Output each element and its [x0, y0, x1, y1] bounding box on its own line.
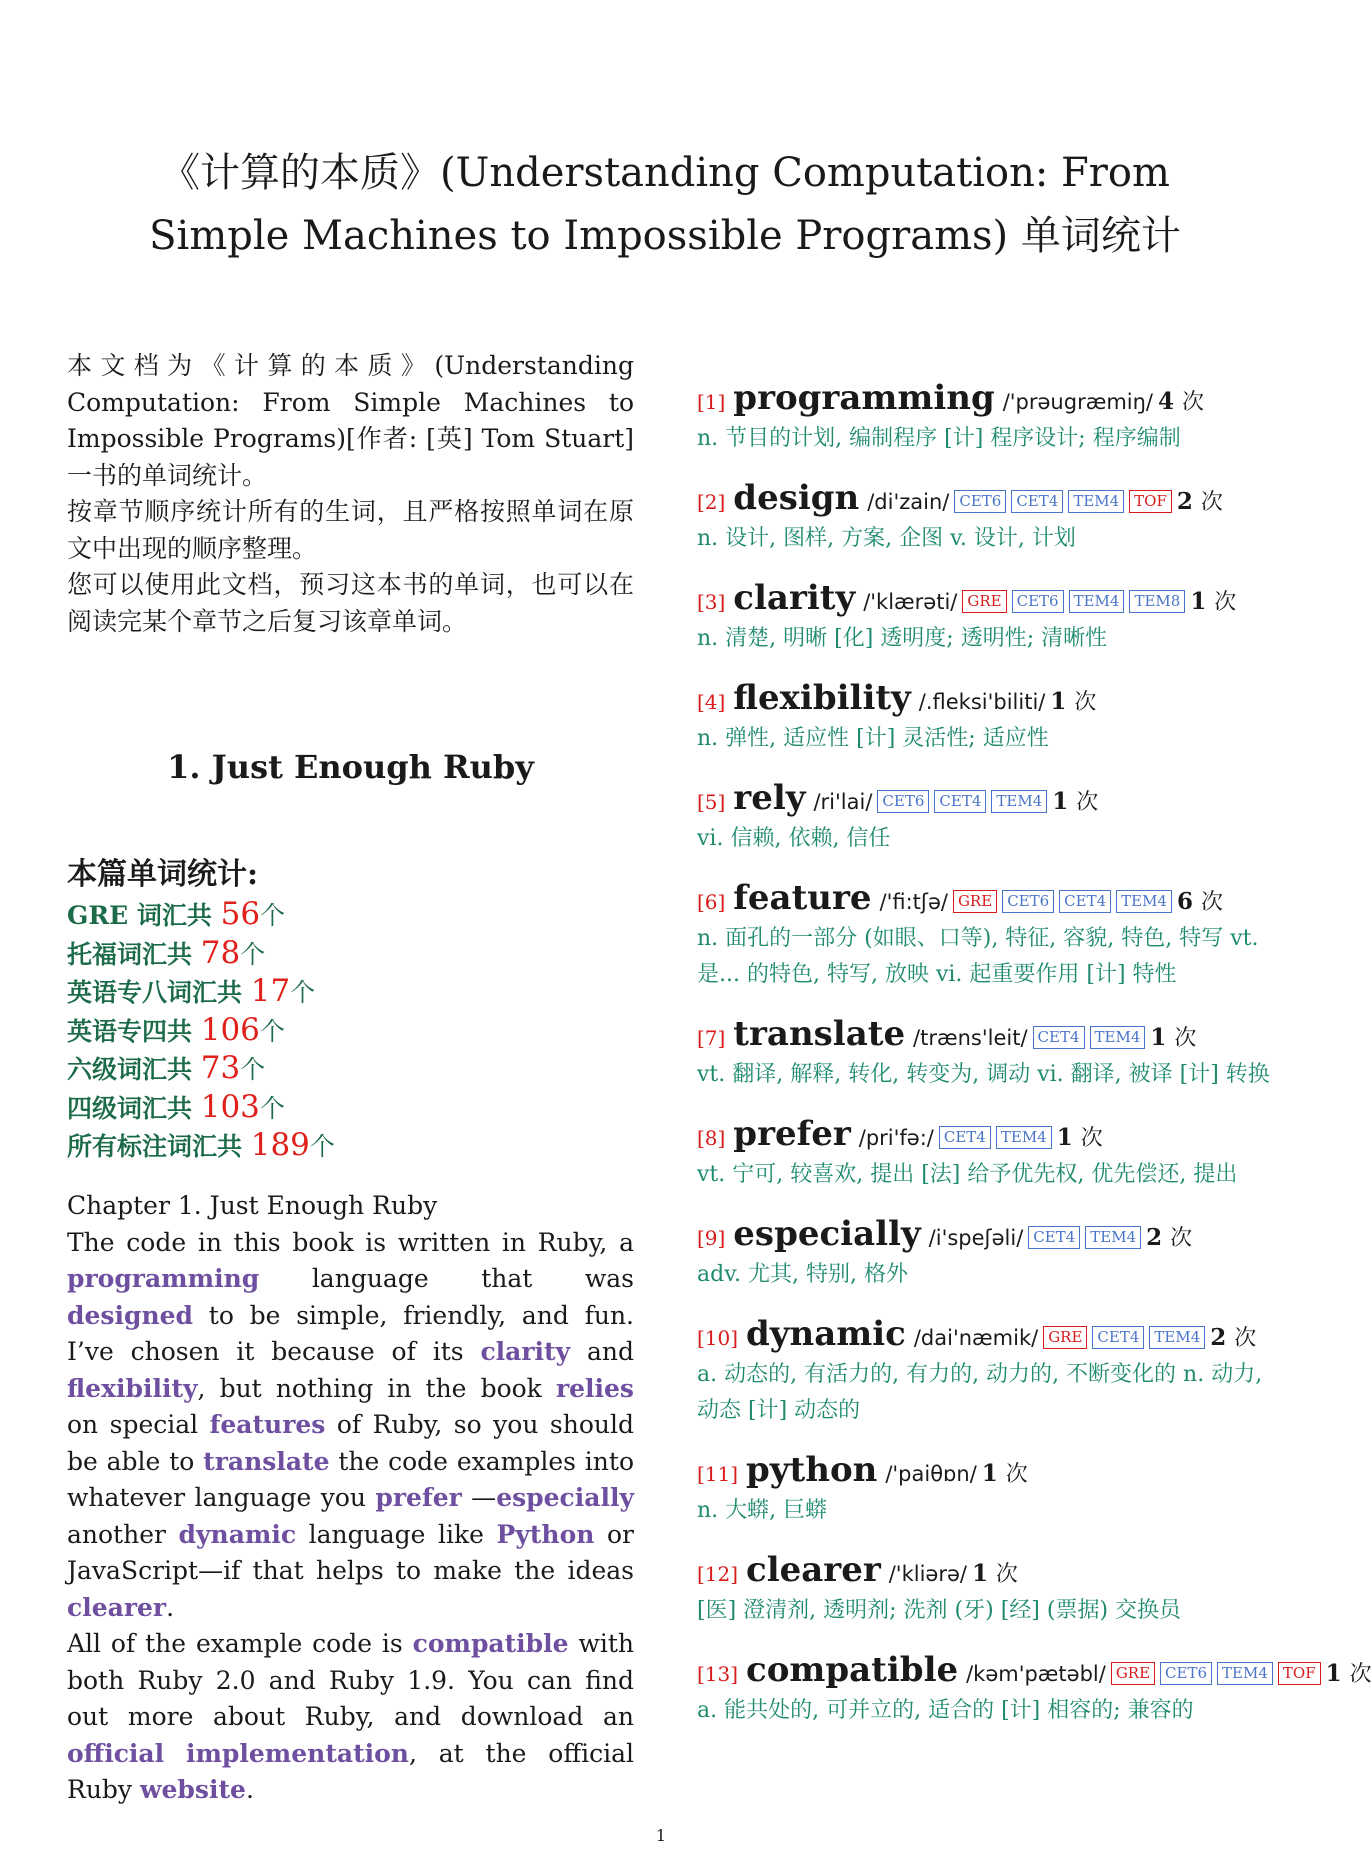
entry-times: 次 [995, 1562, 1018, 1587]
stat-label: 四级词汇共 [67, 1093, 201, 1123]
vocab-entry [697, 1650, 1372, 1729]
stats-heading: 本篇单词统计: [67, 857, 259, 892]
stat-label: 六级词汇共 [67, 1055, 201, 1084]
exam-tag: TEM4 [1116, 890, 1172, 913]
chapter-paragraph: All of the example code is compatible with both Ruby 2.0 and Ruby 1.9. You can find out more about Ruby, and download an official implementation, at the official Ruby website. [67, 1629, 635, 1804]
intro-paragraph: 按章节顺序统计所有的生词，且严格按照单词在原文中出现的顺序整理。 [67, 497, 634, 563]
entry-head [697, 1552, 1272, 1593]
stat-count: 78 [200, 934, 241, 971]
stat-row [67, 1050, 634, 1089]
vocab-entry [697, 1452, 1272, 1529]
entry-count: 1 [1150, 1024, 1167, 1051]
entry-definition: vi. 信赖, 依赖, 信任 [697, 826, 891, 851]
exam-tag: CET6 [1012, 590, 1064, 613]
exam-tag: CET4 [1033, 1026, 1085, 1049]
entry-word: clearer [746, 1550, 881, 1590]
stats-rows [67, 896, 634, 1166]
stat-count: 17 [250, 973, 291, 1009]
vocab-entry [697, 880, 1272, 993]
exam-tag: TEM4 [1068, 490, 1124, 513]
stat-unit: 个 [259, 1093, 285, 1123]
exam-tag: CET6 [954, 490, 1006, 513]
stat-unit: 个 [290, 978, 316, 1007]
entry-times: 次 [1349, 1662, 1372, 1687]
entry-head [697, 1452, 1272, 1493]
entry-count: 1 [1056, 1124, 1073, 1151]
vocab-highlight: website [140, 1775, 246, 1804]
exam-tag: GRE [1111, 1662, 1155, 1685]
stat-count: 56 [220, 896, 261, 932]
vocabulary-list [697, 378, 1372, 1752]
entry-count: 2 [1210, 1324, 1227, 1351]
entry-phonetic: /træns'leit/ [913, 1026, 1028, 1050]
entry-index: [6] [697, 890, 726, 914]
chapter-heading: 1. Just Enough Ruby [167, 748, 534, 786]
entry-phonetic: /i'speʃəli/ [928, 1226, 1024, 1250]
intro-paragraph: 您可以使用此文档，预习这本书的单词，也可以在阅读完某个章节之后复习该章单词。 [67, 570, 634, 636]
vocab-entry [697, 1216, 1272, 1293]
entry-definition: adv. 尤其, 特别, 格外 [697, 1262, 908, 1287]
entry-definition: n. 设计, 图样, 方案, 企图 v. 设计, 计划 [697, 526, 1076, 551]
entry-head [697, 680, 1272, 721]
exam-tag: CET4 [1059, 890, 1111, 913]
entry-head [697, 1316, 1272, 1357]
entry-head [697, 1016, 1272, 1057]
vocab-highlight: official [67, 1738, 165, 1768]
entry-index: [1] [697, 390, 726, 414]
entry-count: 1 [1190, 588, 1207, 615]
entry-times: 次 [1076, 790, 1099, 815]
stat-count: 106 [200, 1011, 260, 1048]
entry-word: prefer [733, 1114, 851, 1154]
entry-word: feature [733, 878, 872, 918]
entry-times: 次 [1005, 1462, 1028, 1487]
entry-definition: a. 动态的, 有活力的, 有力的, 动力的, 不断变化的 n. 动力, 动态 [计] 动态的 [697, 1362, 1263, 1423]
vocab-highlight: compatible [412, 1629, 569, 1658]
vocab-entry [697, 580, 1272, 657]
exam-tag: CET4 [1028, 1226, 1080, 1249]
entry-definition: vt. 宁可, 较喜欢, 提出 [法] 给予优先权, 优先偿还, 提出 [697, 1162, 1238, 1187]
entry-head [697, 880, 1272, 921]
stat-unit: 个 [240, 1055, 266, 1084]
entry-count: 1 [1325, 1660, 1342, 1687]
chapter-text [67, 1188, 634, 1809]
entry-times: 次 [1234, 1326, 1257, 1351]
entry-head [697, 580, 1272, 621]
vocab-entry [697, 380, 1272, 457]
entry-index: [9] [697, 1226, 726, 1250]
stat-count: 73 [200, 1050, 241, 1086]
entry-word: flexibility [733, 678, 911, 718]
stat-label: 英语专八词汇共 [67, 978, 251, 1007]
stat-label: GRE 词汇共 [67, 901, 221, 930]
entry-phonetic: /kəm'pætəbl/ [966, 1662, 1106, 1686]
entry-phonetic: /pri'fə:/ [858, 1126, 934, 1150]
exam-tag: TEM4 [996, 1126, 1052, 1149]
entry-index: [3] [697, 590, 726, 614]
stat-label: 英语专四共 [67, 1016, 201, 1046]
entry-times: 次 [1200, 890, 1223, 915]
entry-word: python [746, 1450, 878, 1490]
entry-word: design [733, 478, 860, 518]
entry-definition: n. 大蟒, 巨蟒 [697, 1498, 828, 1523]
stat-row [67, 1127, 634, 1166]
chapter-line: Chapter 1. Just Enough Ruby [67, 1191, 438, 1220]
entry-times: 次 [1174, 1026, 1197, 1051]
vocab-entry [697, 1116, 1272, 1193]
vocab-highlight: Python [496, 1519, 595, 1549]
exam-tag: CET6 [1002, 890, 1054, 913]
stat-unit: 个 [259, 1016, 285, 1046]
stat-row [67, 973, 634, 1012]
vocab-entry [697, 780, 1272, 857]
entry-word: translate [733, 1014, 906, 1054]
intro-section [67, 348, 634, 640]
exam-tag: TEM4 [1217, 1662, 1273, 1685]
entry-head [697, 480, 1272, 521]
entry-word: rely [733, 778, 806, 818]
stat-unit: 个 [240, 939, 266, 969]
entry-phonetic: /ri'lai/ [813, 790, 873, 814]
exam-tag: CET4 [1011, 490, 1063, 513]
vocab-highlight: clarity [480, 1337, 571, 1366]
entry-definition: a. 能共处的, 可并立的, 适合的 [计] 相容的; 兼容的 [697, 1698, 1194, 1723]
entry-times: 次 [1080, 1126, 1103, 1151]
entry-definition: n. 弹性, 适应性 [计] 灵活性; 适应性 [697, 726, 1049, 751]
entry-phonetic: /dai'næmik/ [913, 1326, 1039, 1350]
vocab-highlight: translate [203, 1446, 330, 1476]
entry-index: [8] [697, 1126, 726, 1150]
entry-times: 次 [1200, 490, 1223, 515]
entry-count: 1 [971, 1560, 988, 1587]
entry-phonetic: /'kliərə/ [888, 1562, 967, 1586]
entry-phonetic: /di'zain/ [867, 490, 950, 514]
chapter-paragraph: The code in this book is written in Ruby, a programming language that was designed to be simple, friendly, and fun. I’ve chosen it because of its clarity and flexibility, but nothing in the book relies on special features of Ruby, so you should be able to translate the code examples into whatever language you prefer —especially another dynamic language like Python or JavaScript—if that helps to make the ideas clearer. [67, 1227, 635, 1622]
entry-index: [10] [697, 1326, 739, 1350]
entry-index: [4] [697, 690, 726, 714]
entry-word: clarity [733, 578, 856, 618]
exam-tag: GRE [962, 590, 1006, 613]
vocab-highlight: dynamic [178, 1519, 297, 1549]
exam-tag: CET6 [877, 790, 929, 813]
vocab-highlight: designed [67, 1300, 194, 1330]
vocab-entry [697, 1016, 1272, 1093]
vocab-entry [697, 1552, 1272, 1629]
entry-phonetic: /.fleksi'biliti/ [918, 690, 1046, 714]
entry-index: [13] [697, 1662, 739, 1686]
intro-paragraph: 本文档为《计算的本质》(Understanding Computation: From Simple Machines to Impossible Programs)[作者: [英] Tom Stuart] 一书的单词统计。 [67, 351, 634, 490]
exam-tag: GRE [1043, 1326, 1087, 1349]
exam-tag: TEM4 [1069, 590, 1125, 613]
vocab-highlight: relies [555, 1373, 634, 1403]
entry-index: [7] [697, 1026, 726, 1050]
entry-count: 6 [1177, 888, 1194, 915]
entry-phonetic: /'prəugræmiŋ/ [1002, 390, 1154, 414]
exam-tag: TEM4 [1085, 1226, 1141, 1249]
entry-phonetic: /'klærəti/ [863, 590, 958, 614]
entry-times: 次 [1170, 1226, 1193, 1251]
vocab-highlight: implementation [185, 1738, 409, 1768]
vocab-highlight: prefer [375, 1483, 462, 1512]
entry-word: programming [733, 378, 995, 418]
vocab-highlight: especially [496, 1483, 634, 1512]
entry-phonetic: /'fi:tʃə/ [879, 890, 948, 914]
vocab-highlight: features [209, 1410, 326, 1439]
entry-head [697, 1116, 1272, 1157]
entry-count: 1 [1050, 688, 1067, 715]
word-stats [67, 854, 634, 1166]
entry-count: 1 [1052, 788, 1069, 815]
entry-count: 1 [981, 1460, 998, 1487]
exam-tag: TEM4 [1090, 1026, 1146, 1049]
exam-tag: TEM4 [1149, 1326, 1205, 1349]
page-number: 1 [655, 1826, 667, 1845]
stat-unit: 个 [260, 901, 286, 930]
vocab-highlight: clearer [67, 1592, 167, 1622]
entry-phonetic: /'paiθɒn/ [885, 1462, 977, 1486]
entry-word: dynamic [746, 1314, 906, 1354]
document-title: 《计算的本质》(Understanding Computation: From Simple Machines to Impossible Programs) 单词统计 [149, 150, 1181, 259]
entry-definition: vt. 翻译, 解释, 转化, 转变为, 调动 vi. 翻译, 被译 [计] 转换 [697, 1062, 1270, 1087]
entry-head [697, 380, 1272, 421]
exam-tag: TOF [1278, 1662, 1321, 1685]
entry-index: [5] [697, 790, 726, 814]
entry-definition: n. 节目的计划, 编制程序 [计] 程序设计; 程序编制 [697, 426, 1181, 451]
entry-times: 次 [1181, 390, 1204, 415]
stat-label: 托福词汇共 [67, 939, 201, 969]
exam-tag: CET6 [1160, 1662, 1212, 1685]
entry-definition: n. 清楚, 明晰 [化] 透明度; 透明性; 清晰性 [697, 626, 1108, 651]
entry-definition: n. 面孔的一部分 (如眼、口等), 特征, 容貌, 特色, 特写 vt. 是... 的特色, 特写, 放映 vi. 起重要作用 [计] 特性 [697, 926, 1259, 987]
entry-index: [11] [697, 1462, 739, 1486]
entry-count: 2 [1176, 488, 1193, 515]
exam-tag: TEM4 [991, 790, 1047, 813]
exam-tag: CET4 [1092, 1326, 1144, 1349]
vocab-entry [697, 1316, 1272, 1429]
stat-row [67, 896, 634, 935]
entry-head [697, 780, 1272, 821]
entry-times: 次 [1214, 590, 1237, 615]
stat-row [67, 935, 634, 974]
entry-index: [12] [697, 1562, 739, 1586]
vocab-highlight: programming [67, 1264, 260, 1293]
stat-label: 所有标注词汇共 [67, 1132, 251, 1161]
entry-head [697, 1216, 1272, 1257]
entry-count: 4 [1158, 388, 1175, 415]
entry-count: 2 [1146, 1224, 1163, 1251]
entry-head [697, 1650, 1372, 1693]
stat-count: 103 [200, 1088, 260, 1125]
stat-count: 189 [250, 1127, 310, 1163]
entry-word: especially [733, 1214, 921, 1254]
entry-index: [2] [697, 490, 726, 514]
entry-times: 次 [1074, 690, 1097, 715]
exam-tag: GRE [953, 890, 997, 913]
exam-tag: TOF [1129, 490, 1172, 513]
entry-word: compatible [746, 1650, 959, 1690]
vocab-entry [697, 480, 1272, 557]
stat-row [67, 1089, 634, 1128]
exam-tag: CET4 [939, 1126, 991, 1149]
vocab-entry [697, 680, 1272, 757]
vocab-highlight: flexibility [67, 1373, 198, 1403]
exam-tag: CET4 [934, 790, 986, 813]
entry-definition: [医] 澄清剂, 透明剂; 洗剂 (牙) [经] (票据) 交换员 [697, 1598, 1182, 1623]
exam-tag: TEM8 [1129, 590, 1185, 613]
stat-row [67, 1012, 634, 1051]
stat-unit: 个 [309, 1132, 335, 1161]
